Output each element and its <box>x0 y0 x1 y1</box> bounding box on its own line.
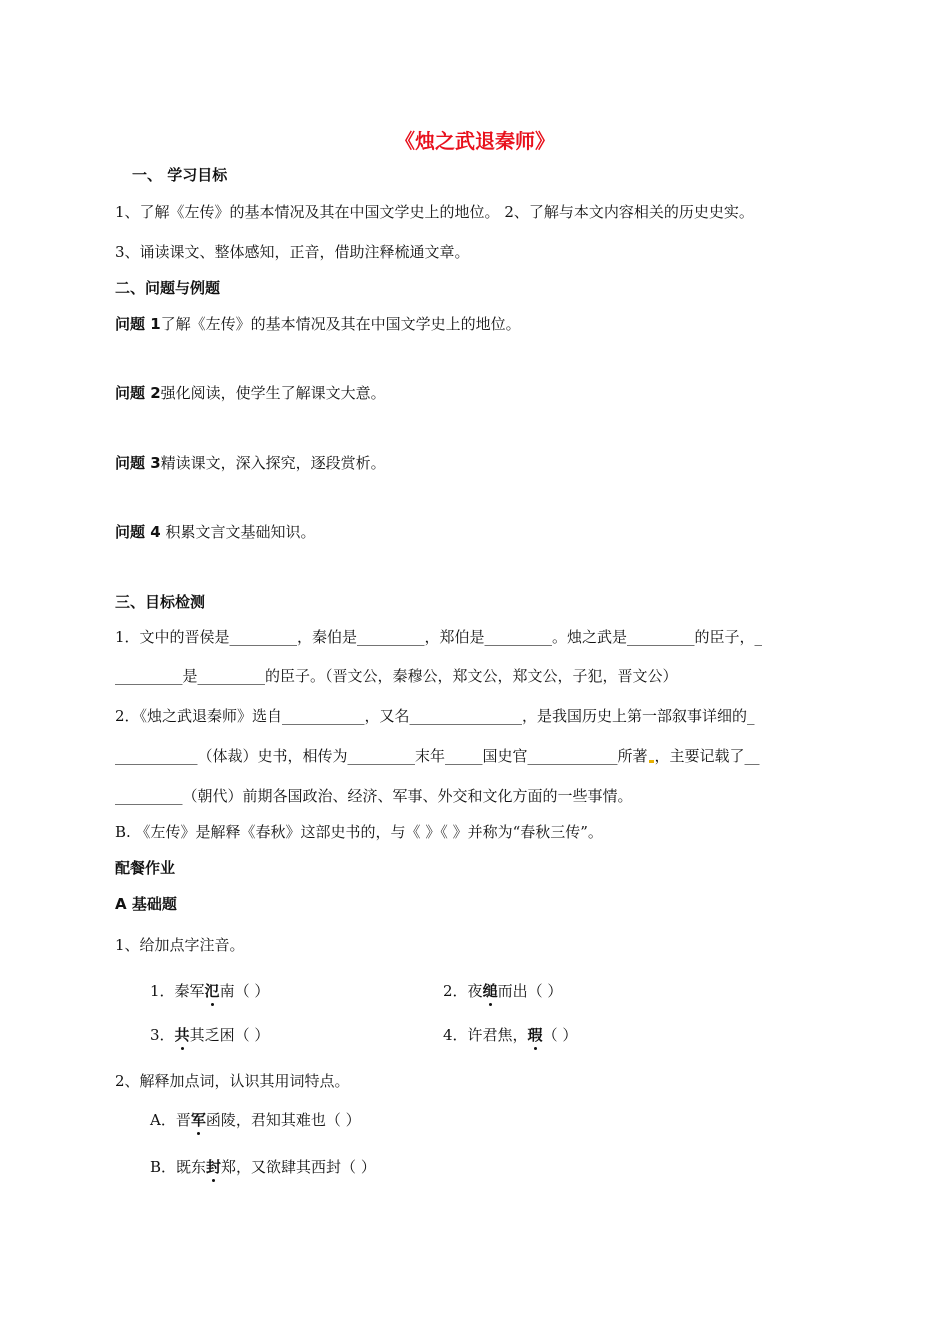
question-2-text: 强化阅读，使学生了解课文大意。 <box>160 384 386 402</box>
pinyin-item-3-prefix: 3． <box>150 1026 175 1044</box>
check-item-2-line-3: _________（朝代）前期各国政治、经济、军事、外交和文化方面的一些事情。 <box>115 787 633 805</box>
check-item-1-line-2: _________是_________的臣子。（晋文公，秦穆公，郑文公，郑文公，子犯，晋文公） <box>115 667 678 685</box>
section-check-heading: 三、目标检测 <box>115 593 206 611</box>
explain-item-a-char: 军 <box>190 1111 206 1129</box>
pinyin-item-2 <box>443 981 562 1001</box>
question-3-label: 问题 3 <box>115 454 161 472</box>
question-3 <box>115 453 386 473</box>
question-1-label: 问题 1 <box>115 315 161 333</box>
task-1-instruction: 1、给加点字注音。 <box>115 936 245 954</box>
pinyin-item-4 <box>443 1025 577 1045</box>
explain-item-b-suffix: 郑，又欲肆其西封（ ） <box>221 1158 376 1176</box>
question-3-text: 精读课文，深入探究，逐段赏析。 <box>160 454 386 472</box>
basic-questions-heading: A 基础题 <box>115 895 177 913</box>
pinyin-item-4-char: 瑕 <box>527 1026 543 1044</box>
check-item-1-line-1: 1．文中的晋侯是_________，秦伯是_________，郑伯是_________。烛之武是_________的臣子，_ <box>115 628 763 646</box>
pinyin-item-2-suffix: 而出（ ） <box>497 982 563 1000</box>
pinyin-item-3 <box>150 1025 269 1045</box>
pinyin-item-1 <box>150 981 269 1001</box>
goal-line-3: 3、诵读课文、整体感知，正音，借助注释梳通文章。 <box>115 243 470 261</box>
question-2 <box>115 383 386 403</box>
question-4-label: 问题 4 <box>115 523 161 541</box>
pinyin-item-1-suffix: 南（ ） <box>219 982 270 1000</box>
pinyin-item-4-prefix: 4．许君焦， <box>443 1026 528 1044</box>
section-learning-goals-heading: 一、 学习目标 <box>132 166 228 184</box>
pinyin-item-2-prefix: 2．夜 <box>443 982 483 1000</box>
explain-item-b-prefix: B．既东 <box>150 1158 207 1176</box>
homework-heading: 配餐作业 <box>115 859 176 877</box>
check-item-2-line-2-b: ，主要记载了__ <box>654 747 760 765</box>
explain-item-a-prefix: A．晋 <box>150 1111 191 1129</box>
highlight-mark <box>649 760 654 763</box>
pinyin-item-4-suffix: （ ） <box>542 1026 578 1044</box>
question-1-text: 了解《左传》的基本情况及其在中国文学史上的地位。 <box>160 315 521 333</box>
pinyin-item-3-suffix: 其乏困（ ） <box>189 1026 270 1044</box>
document-title: 《烛之武退秦师》 <box>395 129 555 153</box>
pinyin-item-3-char: 共 <box>174 1026 190 1044</box>
question-1 <box>115 314 521 334</box>
question-4-text: 积累文言文基础知识。 <box>160 523 316 541</box>
question-4 <box>115 522 315 542</box>
question-2-label: 问题 2 <box>115 384 161 402</box>
check-item-2-line-2-a: ___________（体裁）史书，相传为_________末年_____国史官____________所著 <box>115 747 648 765</box>
goal-line-1: 1、了解《左传》的基本情况及其在中国文学史上的地位。 2、了解与本文内容相关的历史史实。 <box>115 203 754 221</box>
check-item-3: B. 《左传》是解释《春秋》这部史书的，与《 》《 》并称为“春秋三传”。 <box>115 823 603 841</box>
pinyin-item-2-char: 缒 <box>482 982 498 1000</box>
pinyin-item-1-char: 氾 <box>204 982 220 1000</box>
check-item-2-line-1: 2．《烛之武退秦师》选自___________，又名_______________，是我国历史上第一部叙事详细的_ <box>115 707 755 725</box>
explain-item-a-suffix: 函陵，君知其难也（ ） <box>205 1111 361 1129</box>
pinyin-item-1-prefix: 1．秦军 <box>150 982 205 1000</box>
section-questions-heading: 二、问题与例题 <box>115 279 221 297</box>
explain-item-a <box>150 1110 361 1130</box>
task-2-instruction: 2、解释加点词，认识其用词特点。 <box>115 1072 350 1090</box>
explain-item-b-char: 封 <box>206 1158 222 1176</box>
check-item-2-line-2 <box>115 746 760 766</box>
explain-item-b <box>150 1157 376 1177</box>
